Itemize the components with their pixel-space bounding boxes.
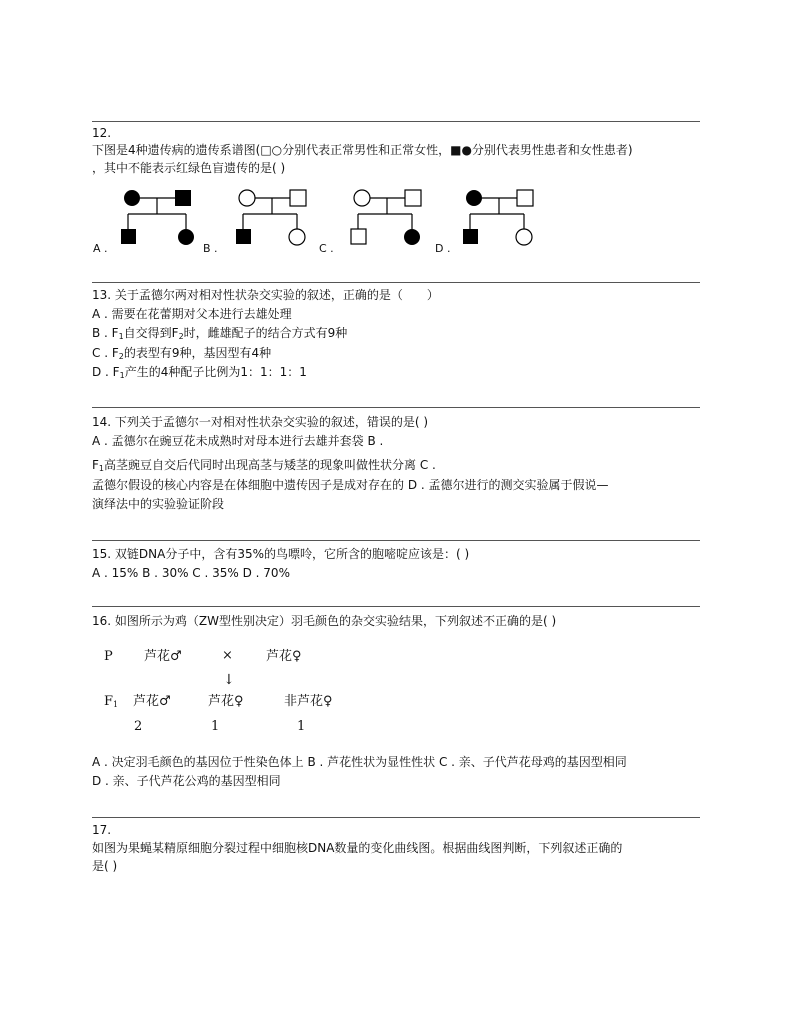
divider	[92, 606, 700, 607]
p-generation-label: P	[104, 649, 113, 664]
divider	[92, 121, 700, 122]
f1-male-count: 2	[134, 719, 143, 734]
q15-options: A . 15% B . 30% C . 35% D . 70%	[92, 566, 290, 580]
q17-stem-line2: 是( )	[92, 859, 118, 873]
divider	[92, 407, 700, 408]
q12-option-b: B .	[203, 242, 218, 255]
divider	[92, 282, 700, 283]
q14-line4: 演绎法中的实验验证阶段	[92, 497, 225, 511]
p-female-label: 芦花♀	[266, 649, 302, 664]
q14-line3: 孟德尔假设的核心内容是在体细胞中遗传因子是成对存在的 D . 孟德尔进行的测交实验属于假说—	[92, 478, 609, 492]
affected-male-symbol	[463, 229, 478, 244]
q12-option-c: C .	[319, 242, 334, 255]
cross-symbol: ×	[222, 648, 233, 663]
affected-female-symbol	[124, 190, 140, 206]
f1-female-label: 芦花♀	[208, 694, 244, 709]
normal-female-symbol	[239, 190, 255, 206]
q12-number: 12.	[92, 126, 112, 140]
pedigree-c	[348, 188, 428, 250]
q14-stem: 14. 下列关于孟德尔一对相对性状杂交实验的叙述，错误的是( )	[92, 415, 429, 429]
f1-non-barred-female-label: 非芦花♀	[284, 694, 333, 709]
q15-stem: 15. 双链DNA分子中，含有35%的鸟嘌呤，它所含的胞嘧啶应该是：( )	[92, 547, 470, 561]
normal-male-symbol	[351, 229, 366, 244]
normal-male-symbol	[517, 190, 533, 206]
q12-stem-line2: ，其中不能表示红绿色盲遗传的是( )	[92, 161, 286, 175]
q12-option-d: D .	[435, 242, 451, 255]
affected-female-symbol	[404, 229, 420, 245]
f1-non-barred-female-count: 1	[297, 719, 306, 734]
f1-generation-label: $F_1$	[104, 694, 119, 709]
q16-stem: 16. 如图所示为鸡（ZW型性别决定）羽毛颜色的杂交实验结果，下列叙述不正确的是( )	[92, 614, 557, 628]
q14-line1: A . 孟德尔在豌豆花未成熟时对母本进行去雄并套袋 B .	[92, 434, 384, 448]
pedigree-d	[460, 188, 540, 250]
q16-line1: A . 决定羽毛颜色的基因位于性染色体上 B . 芦花性状为显性性状 C . 亲、子代芦花母鸡的基因型相同	[92, 755, 627, 769]
q13-option-a: A . 需要在花蕾期对父本进行去雄处理	[92, 307, 292, 321]
affected-male-symbol	[236, 229, 251, 244]
q17-stem-line1: 如图为果蝇某精原细胞分裂过程中细胞核DNA数量的变化曲线图。根据曲线图判断，下列叙述正确的	[92, 841, 623, 855]
q13-option-d: D . $F_1$产生的4种配子比例为1：1：1：1	[92, 365, 307, 380]
q12-option-a: A .	[93, 242, 108, 255]
q12-stem-line1: 下图是4种遗传病的遗传系谱图(□○分别代表正常男性和正常女性，■●分别代表男性患者和女性患者)	[92, 143, 633, 157]
normal-male-symbol	[405, 190, 421, 206]
affected-female-symbol	[178, 229, 194, 245]
q17-number: 17.	[92, 823, 112, 837]
p-male-label: 芦花♂	[144, 649, 182, 664]
q14-line2: $F_1$高茎豌豆自交后代同时出现高茎与矮茎的现象叫做性状分离 C .	[92, 458, 436, 473]
normal-female-symbol	[354, 190, 370, 206]
f1-female-count: 1	[211, 719, 220, 734]
q13-option-c: C . $F_2$的表型有9种，基因型有4种	[92, 346, 272, 361]
q16-line2: D . 亲、子代芦花公鸡的基因型相同	[92, 774, 281, 788]
pedigree-a	[118, 188, 198, 250]
q13-option-b: B . $F_1$自交得到$F_2$时，雌雄配子的结合方式有9种	[92, 326, 348, 341]
f1-male-label: 芦花♂	[133, 694, 171, 709]
affected-male-symbol	[175, 190, 191, 206]
divider	[92, 817, 700, 818]
normal-female-symbol	[289, 229, 305, 245]
normal-male-symbol	[290, 190, 306, 206]
q13-stem: 13. 关于孟德尔两对相对性状杂交实验的叙述，正确的是（ ）	[92, 288, 439, 302]
affected-female-symbol	[466, 190, 482, 206]
normal-female-symbol	[516, 229, 532, 245]
down-arrow-icon: ↓	[223, 672, 235, 688]
pedigree-b	[233, 188, 313, 250]
divider	[92, 540, 700, 541]
affected-male-symbol	[121, 229, 136, 244]
